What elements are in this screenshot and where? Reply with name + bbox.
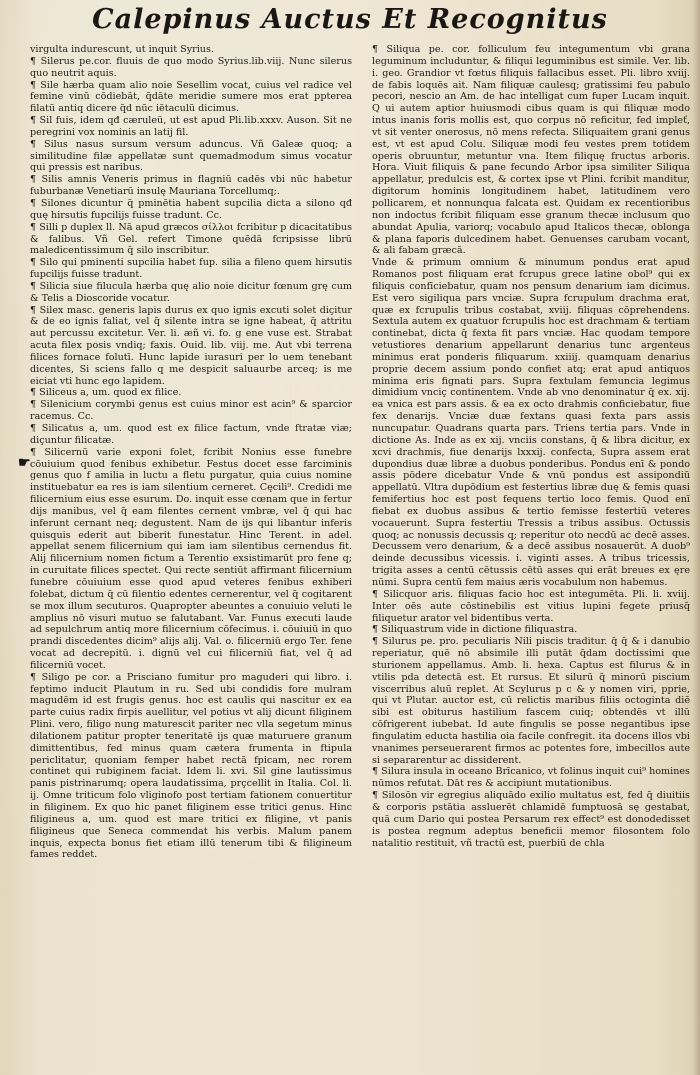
left-entry-9: ¶ Silicia siue filucula hærba quę alio noie dicitur fœnum grę cum & Telis a Dioscoride vocatur. bbox=[30, 280, 352, 304]
left-entry-13: ¶ Silicatus a, um. quod est ex filice factum, vnde ftratæ viæ; diçuntur filicatæ. bbox=[30, 423, 352, 446]
left-entry-1: ¶ Silerus pe.cor. fluuis de quo modo Syrius.lib.viij. Nunc silerus quo neutrit aquis. bbox=[30, 55, 352, 79]
right-entry-2: ¶ Silicquor aris. filiquas facio hoc est integumēta. Pli. li. xviij. Inter oēs aute cōstinebilis est vitius lupini fegete priusq̄ filiquetur arator vel bidentibus verta. bbox=[372, 588, 690, 624]
left-entry-0: virgulta indurescunt, ut inquit Syrius. bbox=[30, 44, 214, 55]
left-entry-4: ¶ Silus nasus sursum versum aduncus. Vñ Galeæ quoq; a similitudine filæ appellatæ sunt quemadmodum simus vocatur qui pressis est naribus. bbox=[30, 138, 352, 174]
left-entry-7: ¶ Silli p duplex ll. Nā apud græcos σίλλοι fcribitur p dicacitatibus & falibus. Vñ Gel. refert Timone quēdā fcripsisse librū maledicentissimum q̄ silo inscribitur. bbox=[30, 221, 352, 257]
right-entry-4: ¶ Silurus pe. pro. peculiaris Nili piscis traditur. q̄ q̄ & i danubio reperiatur, quē nō absimile illi putāt q̄dam doctissimi que sturionem appellamus. Amb. li. hexa. Captus est filurus & in vtilis pda detectā est. Et rursus. Et silurū q̄ minorū piscium viscerribus aluū replet. At Scylurus p c & y nomen viri, pprie, qui vt Plutar. auctor est, cū relictis maribus filiis octoginta diē sibi est obiturus hastilium fascem cuiq; obtendēs vt illū cōfrigerent iubebat. Id aute fingulis se posse negantibus ipse fingulatim educta hastilia oia facile confregit. ita docens illos vbi vnanimes perseuerarent firmos ac potentes fore, imbecillos aute si separarentur ac dissiderent. bbox=[372, 636, 690, 766]
left-entry-2: ¶ Sile hærba quam alio noie Sesellim vocat, cuius vel radice vel femine vinū cōdiebāt, q̄dāte meridie sumere mos erat ppterea filatū antiq dicere q̄d nūc iētaculū dicimus. bbox=[30, 79, 352, 115]
right-entry-3: ¶ Siliquastrum vide in dictione filiquastra. bbox=[372, 624, 578, 636]
left-entry-10: ¶ Silex masc. generis lapis durus ex quo ignis excuti solet diçitur & de eo ignis faliat, vel q̄ silente intra se igne habeat, q̄ attritu aut percussu excitetur. Ver. li. æñ vi. fo. g ene vuse est. Strabat acuta filex posis vndiq; faxis. Ouid. lib. viij. me. Aut vbi terrena filices fornace folutī. Hunc lapide iurasuri per lo uem tenebant dicentes, Si sciens fallo q me despicit saluaurbe arceq; is me eiciat vti hunc ego lapidem. bbox=[30, 304, 352, 387]
left-entry-6: ¶ Silones dicuntur q̄ pminētia habent supcilia dicta a silono qđ quę hirsutis fupcilijs fuisse tradunt. Cc. bbox=[30, 197, 352, 221]
right-entry-5: ¶ Silura insula in oceano Brīcanico, vt folinus inquit cui⁹ homines nūmos refutat. Dāt res & accipiunt mutationibus. bbox=[372, 766, 690, 790]
pointing-hand-marginal-icon: ☛ bbox=[18, 455, 31, 471]
left-entry-12: ¶ Silenicium corymbi genus est cuius minor est acin⁹ & sparcior racemus. Cc. bbox=[30, 399, 352, 423]
left-entry-3: ¶ Sil fuis, idem qđ cæruleū, ut est apud Pli.lib.xxxv. Auson. Sit ne peregrini vox nominis an latij fil. bbox=[30, 115, 352, 138]
left-entry-14: ¶ Silicernū varie exponi folet, fcribit Nonius esse funebre cōuiuium quod fenibus exhibetur. Festus docet esse farciminis genus quo f amilia in luctu a fletu purgatur, quia cuius nomine instituebatur ea res is iam silentium cerneret. Cęcili⁹. Credidi me filicernium eius esse esurum. Do. inquit esse cœnam que in fertur dijs manibus, vel q̄ eam filentes cernent vmbræ, vel q̄ qui hac inferunt cernant neq; degustent. Nam de ijs qui libantur inferis quisquis ederit aut biberit funestatur. Hinc Terent. in adel. appellat senem filicernium qui iam iam silentibus cernendus fit. Alij filicernium nomen fictum a Terentio exsistimarūt pro fene q; in curuitate filices spectet. Qui recte sentiūt affirmant filicernium funebre cōuiuium esse quod apud veteres fenibus exhiberi folebat, dictum q̄ cū filentio edentes cernerentur, vel q̄ cogitarent se mox illum secuturos. Quapropter abeuntes a conuiuio veluti le amplius nō visuri mutuo se falutabant. Var. Funus executi laude ad sepulchrum antiq more filicernium cōfecimus. i. cōuiuiū in quo prandi discedentes dicim⁹ alijs alij. Val. o. filicerniū ergo Ter. fene vocat ad decrepitū. i. dignū vel cui filicerniū fiat, vel q̄ ad filicerniū vocet. bbox=[30, 446, 352, 671]
running-head-title: Calepinus Auctus Et Recognitus bbox=[92, 4, 608, 35]
left-entry-15: ¶ Siligo pe cor. a Prisciano fumitur pro maguderi qui libro. i. feptimo inducit Plautum in ru. Sed ubi condidis fore mulram magudēm id est frugis genus. hoc est caulis qui nascitur ex ea parte cuius radix firpis auellitur, vel potius vt alij dicunt filiginem Plini. vero, filigo nung maturescit pariter nec vlla segetum minus dilationem patitur propter teneritatē ijs quæ maturuere granum dimittentibus, fed minus quam cætera frumenta in ftipula periclitatur, quoniam femper habet rectā fpicam, nec rorem continet qui rubiginem faciat. Idem li. xvi. Sil gine lautissimus panis pistrinarumq; opera laudatissima, prçcellit in Italia. Col. li. ij. Omne triticum folo vliginofo post tertiam fationem conuertitur in filiginem. Ex quo hic panet filiginem esse tritici genus. Hinc filigineus a, um. quod est mare tritici ex filigine, vt panis filigineus que Seneca commendat his verbis. Malum panem inquis, expecta bonus fiet etiam illū tenerum tibi & filigineum fames reddet. bbox=[30, 671, 352, 861]
right-entry-1: Vnde & primum omnium & minumum pondus erat apud Romanos post filiquam erat fcrupus grece latine obol⁹ qui ex filiquis confīciebatur, quam nos pensum denarium iam dicimus. Est vero sigiliqua pars vnciæ. Supra fcrupulum drachma erat, quæ ex fcrupulis tribus costabat, xviij. filiquas cōprehendens. Sextula autem ex quatuor fcrupulis hoc est drachmam & tertiam continebat, dicta q̄ fexta fit pars vnciæ. Hac quodam tempore vetustiores denarium appellarunt denarius tunc argenteus minimus erat ponderis filiquarum. xxiiij. quamquam denarius proprie decem assium pondo confiet atq; erat apud antiquos minima eris fignati pars. Supra fextulam femuncia legimus dimidium vnciç continentem. Vnde ab vno denominatur q̄ ex. xij. ea vnica est pars assis. & ea ex octo drahmis conficiebatur, fiue fex denarijs. Vnciæ duæ fextans quasi fexta pars assis nuncupatur. Quadrans quarta pars. Triens tertia pars. Vnde in dictione As. Inde as ex xij. vnciis constans, q̄ & libra dicitur, ex xcvi drachmis, fiue denarijs lxxxij. confecta, Supra assem erat dupondius duæ libræ a duobus ponderibus. Pondus enī & pondo assis pōdere dicebatur Vnde & vnū pondus est assipondiū appellatū. Vltra dupōdium est festertius libræ duę & femis quasi femifertius hoc est post fequens tertio loco femis. Quod enī fiebat ex duobus assibus & tertio femisse festertiū veteres vocauerunt. Supra festertiu Tressis a tribus assibus. Octussis quoq; ac nonussis decussis q; reperitur oto necdū ac decē asses. Decussem vero denarium, & a decē assibus nosauerūt. A duob⁹ deinde decussibus vicessis. i. viginti asses. A tribus tricessis, trigita asses a centū cētussis cētū asses qui erāt breues ex ęre nūmi. Supra centū fem maius æris vocabulum non habemus. bbox=[372, 257, 690, 588]
left-entry-8: ¶ Silo qui pminenti supcilia habet fup. silia a fileno quem hirsutis fupcilijs fuisse tradunt. bbox=[30, 257, 352, 281]
right-text-column bbox=[372, 44, 690, 849]
right-entry-0: ¶ Siliqua pe. cor. folliculum feu integumentum vbi grana leguminum includuntur, & filiqui leguminibus est simile. Ver. lib. i. geo. Grandior vt fœtus filiquis fallacibus esset. Pli. libro xviij. de fabis loquēs ait. Nam filiquæ caulesq; gratissimi feu pabulo pecori, nescio an Am. de hac intelligat cum fuper Lucam inquit. Q ui autem aptior huiusmodi cibus quam is qui filiquæ modo intus inanis foris mollis est, quo corpus nō reficitur, fed impleť, vt sit venter onerosus, nō mens refecta. Siliquaitem grani genus est, vt est apud Colu. Siliquæ modi feu vestes prem totidem operis obruuntur, metuntur vna. Item filiquę fructus arboris. Hora. Viuit filiquis & pane fecundo Arbor ipsa similiter Siliqua appellatur, predulcis est, & cortex ipse vt Plini. fcribit manditur, digitorum hominis longitudinem habet, latitudinem vero pollicarem, et nonnunqua falcata est. Quidam ex recentioribus non indoctus fcribit filiquam esse granum thecæ inclusum quo abundat Apulia, variorq; vocabulo apud Italicos thecæ, oblonga & plana faporis dulcedinem habet. Genuenses carubam vocant, & ali fabam græcā. bbox=[372, 44, 690, 257]
left-entry-5: ¶ Silis amnis Veneris primus in flagniū cadēs vbi nūc habetur fuburbanæ Venetiarū insulę Mauriana Torcellumq;. bbox=[30, 174, 352, 198]
left-entry-11: ¶ Siliceus a, um. quod ex filice. bbox=[30, 387, 182, 399]
page-edge-shadow bbox=[692, 0, 700, 1075]
left-text-column bbox=[30, 44, 352, 861]
right-entry-6: ¶ Silosōn vir egregius aliquādo exilio multatus est, fed q̄ diuitiis & corporis pstātia assluerēt chlamidē fumptuosā sę gestabat, quā cum Dario qui postea Persarum rex effect⁹ est donodedisset is postea regnum adeptus beneficii memor filosontem folo natalitio restituit, vñ tractū est, puerbiū de chla bbox=[372, 790, 690, 849]
